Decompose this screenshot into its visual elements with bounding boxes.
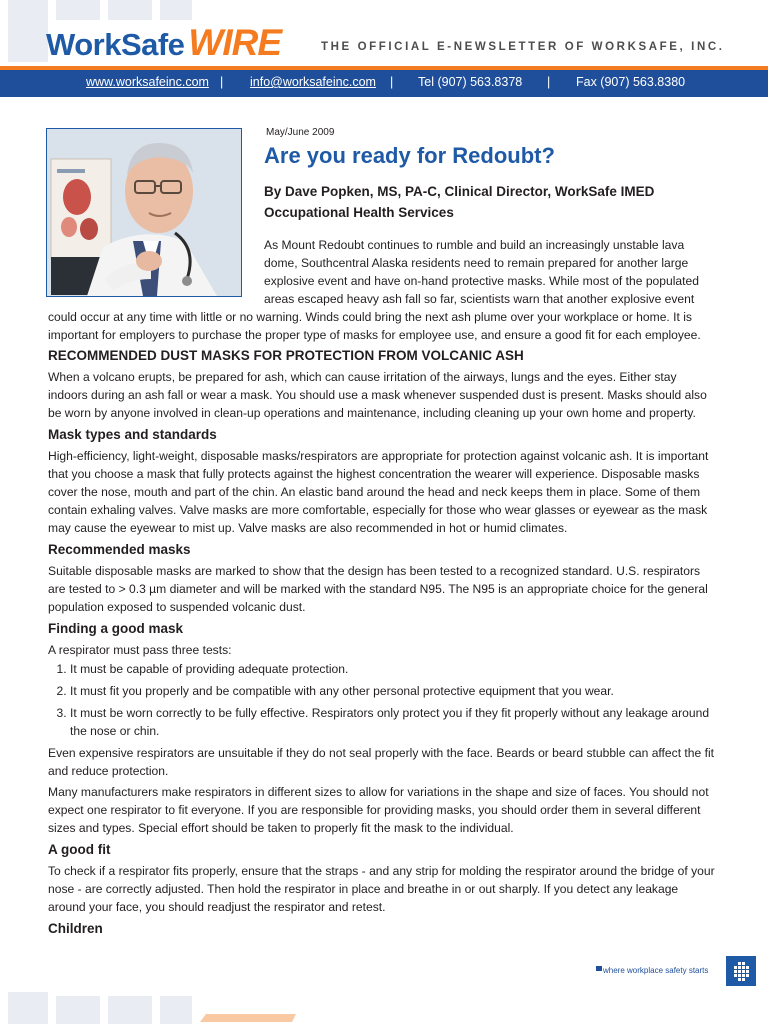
- section-heading: A good fit: [48, 842, 111, 857]
- article-title: Are you ready for Redoubt?: [264, 143, 555, 168]
- author-photo-illustration: [47, 129, 241, 296]
- newsletter-tagline: THE OFFICIAL E-NEWSLETTER OF WORKSAFE, INC.: [321, 41, 725, 53]
- author-photo: [46, 128, 242, 297]
- separator: |: [547, 75, 551, 89]
- separator: |: [220, 75, 224, 89]
- intro-paragraph-continued: could occur at any time with little or no warning. Winds could bring the next ash plume over your workplace or home. It is important for employers to purchase the proper type of masks for employee use, and ensure a good fit for each employee.: [48, 310, 701, 342]
- next-page-header-decoration: [0, 992, 768, 1024]
- body-paragraph: When a volcano erupts, be prepared for ash, which can cause irritation of the airways, lungs and the eyes. Either stay indoors during an ash fall or wear a mask. You should use a mask whenever suspended dust is present. Masks should also be worn by anyone involved in clean-up operations and maintenance, including cleaning up your own home and property.: [48, 370, 707, 420]
- phone-number: Tel (907) 563.8378: [418, 75, 523, 89]
- list-item: 2. It must fit you properly and be compatible with any other personal protective equipment that you wear.: [70, 682, 716, 700]
- logo-wire-text: WIRE: [188, 22, 282, 63]
- section-heading: Recommended masks: [48, 542, 191, 557]
- body-paragraph: A respirator must pass three tests:: [48, 643, 232, 657]
- section-heading: Finding a good mask: [48, 621, 184, 636]
- footer-tagline: [596, 966, 708, 975]
- tagline-mark-icon: [596, 966, 602, 971]
- article-byline: By Dave Popken, MS, PA-C, Clinical Director, WorkSafe IMED Occupational Health Services: [264, 184, 655, 220]
- section-heading: RECOMMENDED DUST MASKS FOR PROTECTION FROM VOLCANIC ASH: [48, 348, 524, 363]
- fax-number: Fax (907) 563.8380: [576, 75, 686, 89]
- header-decoration: [160, 0, 192, 20]
- body-paragraph: To check if a respirator fits properly, ensure that the straps - and any strip for molding the respirator around the bridge of your nose - are correctly adjusted. Then hold the respirator in place and breathe in or out sharply. If you detect any leakage around your face, you should readjust the respirator and retest.: [48, 864, 715, 914]
- worksafe-wire-logo: [46, 22, 281, 62]
- section-heading: Children: [48, 921, 103, 936]
- body-paragraph: High-efficiency, light-weight, disposable masks/respirators are appropriate for protection against volcanic ash. It is important that you choose a mask that fully protects against the highest concentration the wearer will experience. Disposable masks cover the nose, mouth and part of the chin. An elastic band around the head and neck keeps them in place. Some of them contain exhaling valves. Valve masks are more comfortable, especially for those who wear glasses or eyewear as the mask may cause the eyewear to mist up. Valve masks are also recommended in hot or humid climates.: [48, 449, 709, 535]
- body-paragraph: Many manufacturers make respirators in different sizes to allow for variations in the shape and size of faces. You should not expect one respirator to fit everyone. If you are responsible for providing masks, you should order them in several different sizes and types. Special effort should be taken to properly fit the mask to the individual.: [48, 785, 709, 835]
- list-item: 1. It must be capable of providing adequate protection.: [70, 660, 716, 678]
- article-body: [48, 346, 716, 941]
- body-paragraph: Even expensive respirators are unsuitable if they do not seal properly with the face. Beards or beard stubble can affect the fit and reduce protection.: [48, 746, 714, 778]
- list-item: 3. It must be worn correctly to be fully effective. Respirators only protect you if they fit properly without any leakage around the nose or chin.: [70, 704, 716, 740]
- email-link[interactable]: info@worksafeinc.com: [250, 75, 376, 89]
- grid-logo-icon: [726, 956, 756, 986]
- footer-logo-icon: [726, 956, 756, 986]
- separator: |: [390, 75, 394, 89]
- logo-worksafe-text: WorkSafe: [46, 27, 185, 62]
- next-page-decoration-graphic: [0, 992, 768, 1024]
- website-link[interactable]: www.worksafeinc.com: [86, 75, 209, 89]
- header-decoration: [56, 0, 100, 20]
- section-heading: Mask types and standards: [48, 427, 217, 442]
- intro-paragraph: As Mount Redoubt continues to rumble and build an increasingly unstable lava dome, Southcentral Alaska residents need to remain prepared for another large explosive event and have on-hand protective masks. While most of the populated areas escaped heavy ash fall so far, scientists warn that another explosive event: [264, 238, 699, 306]
- header-decoration: [108, 0, 152, 20]
- contact-bar: [0, 70, 768, 97]
- requirements-list: [48, 660, 716, 740]
- issue-date: May/June 2009: [266, 127, 335, 138]
- header-decoration: [8, 0, 48, 62]
- footer-tagline-text: where workplace safety starts: [603, 966, 709, 975]
- body-paragraph: Suitable disposable masks are marked to show that the design has been tested to a recognized standard. U.S. respirators are tested to > 0.3 µm diameter and will be marked with the standard N95. The N95 is an appropriate choice for the general population exposed to suspended volcanic dust.: [48, 564, 708, 614]
